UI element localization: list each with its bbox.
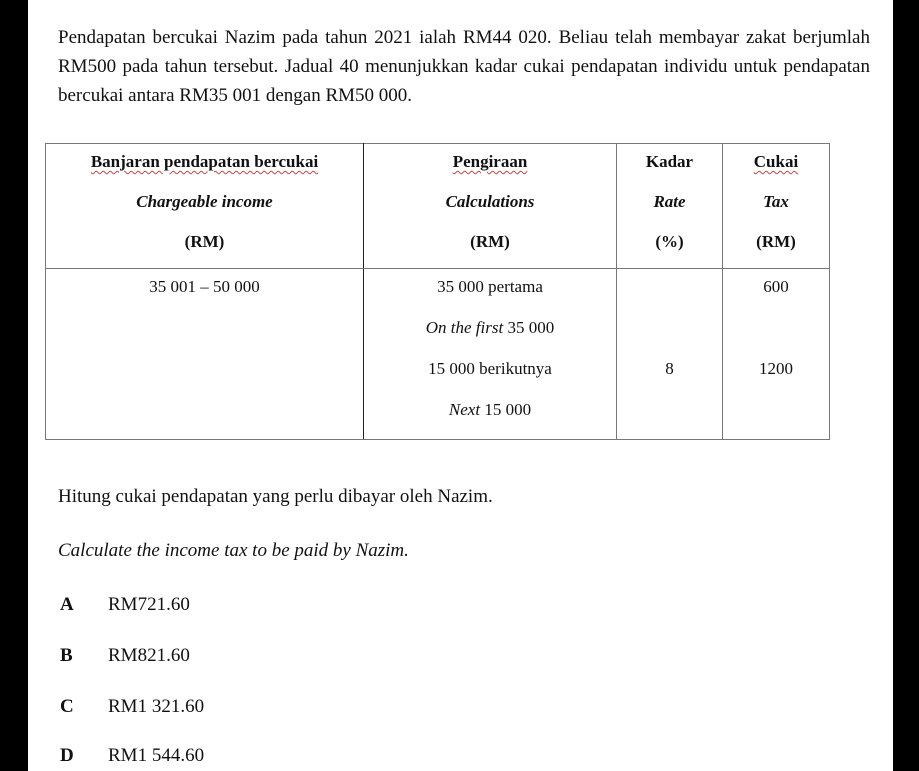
header-english: Chargeable income: [136, 192, 273, 211]
option-text: RM1 544.60: [108, 745, 205, 766]
question-english: Calculate the income tax to be paid by Nazim.: [58, 540, 409, 561]
cell-calculations: [364, 269, 617, 440]
table-header-row: [46, 144, 830, 269]
option-letter: D: [60, 745, 74, 766]
rate-value: 8: [665, 359, 674, 378]
option-text: RM721.60: [108, 594, 190, 615]
tax-first: 600: [763, 277, 789, 296]
document-page: [28, 0, 893, 771]
option-text: RM1 321.60: [108, 696, 205, 717]
header-unit: (%): [655, 232, 684, 251]
header-malay: Cukai: [753, 152, 799, 171]
question-malay: Hitung cukai pendapatan yang perlu dibayar oleh Nazim.: [58, 486, 493, 507]
header-english: Tax: [763, 192, 789, 211]
header-unit: (RM): [184, 232, 225, 251]
option-a[interactable]: [60, 594, 190, 616]
header-malay: Banjaran pendapatan bercukai: [90, 152, 319, 171]
tax-next: 1200: [759, 359, 793, 378]
header-english: Rate: [653, 192, 686, 211]
table-row: [46, 269, 830, 440]
option-letter: A: [60, 594, 74, 615]
option-letter: B: [60, 645, 73, 666]
header-tax: [723, 144, 830, 269]
header-unit: (RM): [470, 232, 510, 251]
header-unit: (RM): [756, 232, 796, 251]
header-malay: Pengiraan: [452, 152, 528, 171]
calc-next-amount: 15 000: [484, 400, 532, 419]
option-letter: C: [60, 696, 74, 717]
calc-first-english: On the first: [425, 318, 504, 337]
header-chargeable-income: [46, 144, 364, 269]
calc-first-malay: 35 000 pertama: [437, 277, 543, 296]
header-malay: Kadar: [645, 152, 694, 171]
header-rate: [617, 144, 723, 269]
header-calculations: [364, 144, 617, 269]
option-d[interactable]: [60, 745, 204, 767]
option-text: RM821.60: [108, 645, 190, 666]
cell-range: [46, 269, 364, 440]
intro-paragraph: Pendapatan bercukai Nazim pada tahun 2021 ialah RM44 020. Beliau telah membayar zakat berjumlah RM500 pada tahun tersebut. Jadual 40 menunjukkan kadar cukai pendapatan individu untuk pendapatan bercukai antara RM35 001 dengan RM50 000.: [58, 27, 870, 106]
tax-rate-table: [45, 143, 830, 440]
option-b[interactable]: [60, 645, 190, 667]
header-english: Calculations: [445, 192, 535, 211]
cell-rate: [617, 269, 723, 440]
range-text: 35 001 – 50 000: [149, 277, 260, 296]
calc-next-english: Next: [448, 400, 481, 419]
calc-first-amount: 35 000: [507, 318, 555, 337]
option-c[interactable]: [60, 696, 204, 718]
cell-tax: [723, 269, 830, 440]
calc-next-malay: 15 000 berikutnya: [428, 359, 552, 378]
